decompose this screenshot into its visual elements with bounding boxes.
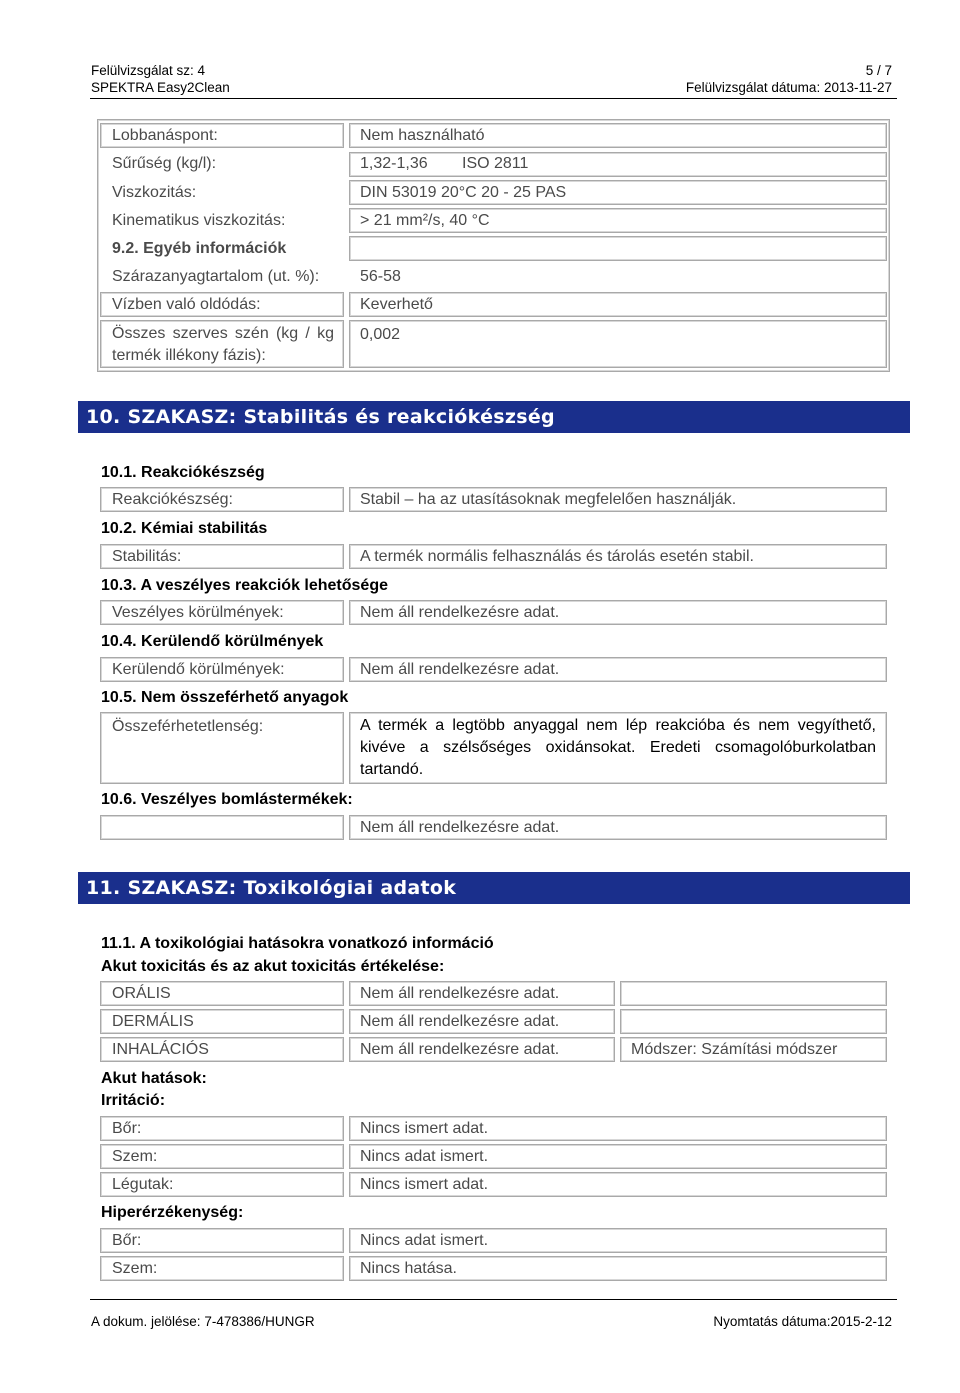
hazardous-conditions-label: Veszélyes körülmények:: [112, 604, 284, 621]
conditions-to-avoid-label: Kerülendő körülmények:: [112, 661, 285, 678]
method-cell: [620, 1009, 887, 1034]
inhalation-method: Módszer: Számítási módszer: [631, 1041, 838, 1058]
hazardous-conditions-value: Nem áll rendelkezésre adat.: [360, 604, 560, 621]
solids-content-value: 56-58: [360, 268, 401, 285]
solids-content-label: Szárazanyagtartalom (ut. %):: [112, 268, 320, 285]
eye-sensitization-value: Nincs hatása.: [360, 1260, 457, 1277]
header-rule: [90, 98, 897, 99]
property-value-cell: [349, 236, 887, 261]
toc-label: [112, 323, 334, 367]
reactivity-label: Reakciókészség:: [112, 491, 233, 508]
eye-sensitization-label: Szem:: [112, 1260, 158, 1277]
decomposition-products-value: Nem áll rendelkezésre adat.: [360, 819, 560, 836]
water-solubility-label: Vízben való oldódás:: [112, 296, 261, 313]
reactivity-value: Stabil – ha az utasításoknak megfelelően használják.: [360, 491, 737, 508]
incompatibility-line: tartandó.: [360, 761, 424, 778]
toc-value: 0,002: [360, 326, 401, 343]
skin-irritation-value: Nincs ismert adat.: [360, 1120, 489, 1137]
skin-sensitization-label: Bőr:: [112, 1232, 142, 1249]
viscosity-label: Viszkozitás:: [112, 184, 197, 201]
kinematic-viscosity-label: Kinematikus viszkozitás:: [112, 212, 286, 229]
print-date: Nyomtatás dátuma:2015-2-12: [713, 1314, 892, 1329]
incompatibility-line: A termék a legtöbb anyaggal nem lép reakcióba és nem vegyíthető,: [360, 717, 876, 734]
subsection-10-4-heading: 10.4. Kerülendő körülmények: [101, 633, 324, 650]
water-solubility-value: Keverhető: [360, 296, 433, 313]
stability-value: A termék normális felhasználás és tárolás esetén stabil.: [360, 548, 754, 565]
oral-label: ORÁLIS: [112, 985, 171, 1002]
flash-point-value: Nem használható: [360, 127, 485, 144]
subsection-10-1-heading: 10.1. Reakciókészség: [101, 464, 265, 481]
density-method: ISO 2811: [462, 155, 529, 172]
respiratory-value: Nincs ismert adat.: [360, 1176, 489, 1193]
stability-label: Stabilitás:: [112, 548, 182, 565]
eye-irritation-label: Szem:: [112, 1148, 158, 1165]
skin-irritation-label: Bőr:: [112, 1120, 142, 1137]
density-label: Sűrűség (kg/l):: [112, 155, 217, 172]
revision-number: Felülvizsgálat sz: 4: [91, 63, 206, 78]
incompatibility-label: Összeférhetetlenség:: [112, 718, 264, 735]
section-10-title: 10. SZAKASZ: Stabilitás és reakciókészség: [78, 401, 910, 433]
acute-effects-heading: Akut hatások:: [101, 1070, 207, 1087]
respiratory-label: Légutak:: [112, 1176, 174, 1193]
property-value-cell: [349, 320, 887, 368]
flash-point-label: Lobbanáspont:: [112, 127, 218, 144]
property-value-cell: [349, 152, 887, 177]
incompatibility-line: kivéve a szélsőséges oxidánsokat. Eredeti csomagolóburkolatban: [360, 739, 876, 756]
viscosity-value: DIN 53019 20°C 20 - 25 PAS: [360, 184, 567, 201]
density-value: 1,32-1,36: [360, 155, 428, 172]
section-11-title: 11. SZAKASZ: Toxikológiai adatok: [78, 872, 910, 904]
subsection-10-5-heading: 10.5. Nem összeférhető anyagok: [101, 689, 349, 706]
dermal-value: Nem áll rendelkezésre adat.: [360, 1013, 560, 1030]
sensitization-heading: Hiperérzékenység:: [101, 1204, 244, 1221]
footer-rule: [90, 1299, 897, 1300]
subsection-10-3-heading: 10.3. A veszélyes reakciók lehetősége: [101, 577, 388, 594]
acute-toxicity-heading: Akut toxicitás és az akut toxicitás értékelése:: [101, 958, 445, 975]
irritation-heading: Irritáció:: [101, 1092, 166, 1109]
toc-label-line: termék illékony fázis):: [112, 347, 266, 364]
revision-date: Felülvizsgálat dátuma: 2013-11-27: [685, 80, 892, 95]
other-info-heading: 9.2. Egyéb információk: [112, 240, 287, 257]
product-name: SPEKTRA Easy2Clean: [91, 80, 230, 95]
conditions-to-avoid-value: Nem áll rendelkezésre adat.: [360, 661, 560, 678]
oral-value: Nem áll rendelkezésre adat.: [360, 985, 560, 1002]
skin-sensitization-value: Nincs adat ismert.: [360, 1232, 489, 1249]
method-cell: [620, 981, 887, 1006]
dermal-label: DERMÁLIS: [112, 1013, 194, 1030]
subsection-10-6-heading: 10.6. Veszélyes bomlástermékek:: [101, 791, 353, 808]
toc-label-line: Összes szerves szén (kg / kg: [112, 325, 334, 342]
kinematic-viscosity-value: > 21 mm²/s, 40 °C: [360, 212, 490, 229]
label-cell: [100, 815, 344, 840]
incompatibility-value: [360, 715, 876, 781]
page-number: 5 / 7: [865, 63, 892, 78]
inhalation-label: INHALÁCIÓS: [112, 1041, 209, 1058]
subsection-11-1-heading: 11.1. A toxikológiai hatásokra vonatkozó információ: [101, 935, 494, 952]
inhalation-value: Nem áll rendelkezésre adat.: [360, 1041, 560, 1058]
document-id: A dokum. jelölése: 7-478386/HUNGR: [91, 1314, 315, 1329]
subsection-10-2-heading: 10.2. Kémiai stabilitás: [101, 520, 268, 537]
eye-irritation-value: Nincs adat ismert.: [360, 1148, 489, 1165]
